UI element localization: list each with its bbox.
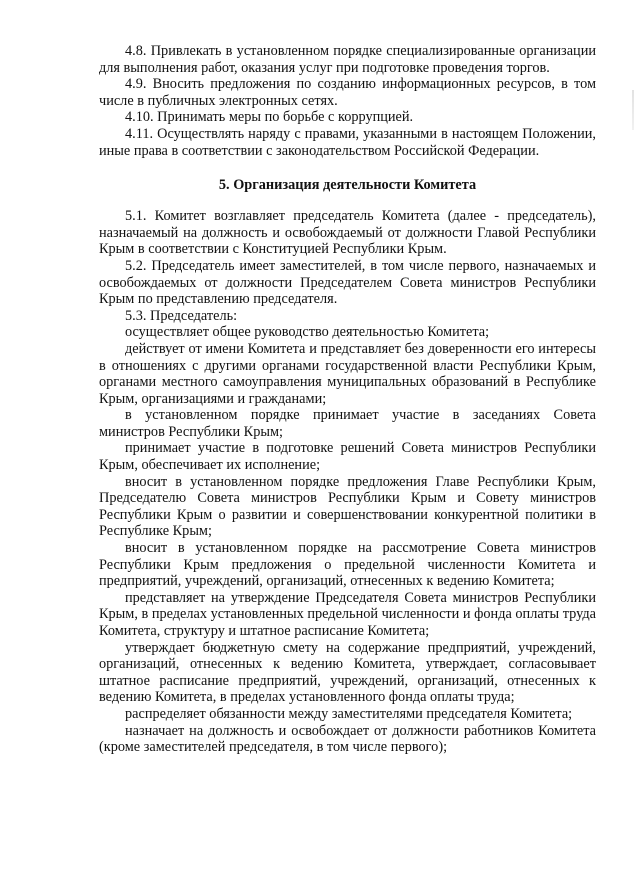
duty-item: принимает участие в подготовке решений Совета министров Республики Крым, обеспечивает их исполнение;	[99, 440, 596, 474]
duty-item: представляет на утверждение Председателя Совета министров Республики Крым, в пределах установленных предельной численности и фонда оплаты труда Комитета, структуру и штатное расписание Комитета;	[99, 589, 596, 639]
duty-item: назначает на должность и освобождает от должности работников Комитета (кроме заместителей председателя, в том числе первого);	[99, 722, 596, 756]
document-body	[99, 43, 596, 756]
duty-item: действует от имени Комитета и представляет без доверенности его интересы в отношениях с другими органами государственной власти Республики Крым, органами местного самоуправления муниципальных образований в Республике Крым, организациями и гражданами;	[99, 340, 596, 407]
paragraph-5-3: 5.3. Председатель:	[125, 307, 238, 324]
duty-item: в установленном порядке принимает участие в заседаниях Совета министров Республики Крым;	[99, 407, 596, 440]
paragraph-5-1: 5.1. Комитет возглавляет председатель Комитета (далее - председатель), назначаемый на должность и освобождаемый от должности Главой Республики Крым в соответствии с Конституцией Республики Крым.	[99, 208, 596, 258]
paragraph-4-11: 4.11. Осуществлять наряду с правами, указанными в настоящем Положении, иные права в соответствии с законодательством Российской Федерации.	[99, 125, 596, 159]
duty-item: распределяет обязанности между заместителями председателя Комитета;	[125, 705, 573, 722]
paragraph-4-10: 4.10. Принимать меры по борьбе с коррупцией.	[125, 109, 414, 126]
duty-item: вносит в установленном порядке предложения Главе Республики Крым, Председателю Совета министров Республики Крым и Совету министров Республики Крым о развитии и совершенствовании конкурентной политики в Республике Крым;	[99, 473, 596, 540]
duty-item: утверждает бюджетную смету на содержание предприятий, учреждений, организаций, отнесенных к ведению Комитета, утверждает, согласовывает штатное расписание предприятий, учреждений, организаций, отнесенных к ведению Комитета, в пределах установленного фонда оплаты труда;	[99, 639, 596, 706]
paragraph-4-8: 4.8. Привлекать в установленном порядке специализированные организации для выполнения работ, оказания услуг при подготовке проведения торгов.	[99, 43, 596, 76]
paragraph-4-9: 4.9. Вносить предложения по созданию информационных ресурсов, в том числе в публичных электронных сетях.	[99, 76, 596, 109]
paragraph-5-2: 5.2. Председатель имеет заместителей, в том числе первого, назначаемых и освобождаемых от должности Председателем Совета министров Республики Крым по представлению председателя.	[99, 257, 596, 308]
duty-item: осуществляет общее руководство деятельностью Комитета;	[125, 324, 490, 341]
duty-item: вносит в установленном порядке на рассмотрение Совета министров Республики Крым предложения о предельной численности Комитета и предприятий, учреждений, организаций, отнесенных к ведению Комитета;	[99, 540, 596, 590]
scan-edge-mark	[632, 90, 634, 130]
section-title: 5. Организация деятельности Комитета	[218, 177, 477, 194]
